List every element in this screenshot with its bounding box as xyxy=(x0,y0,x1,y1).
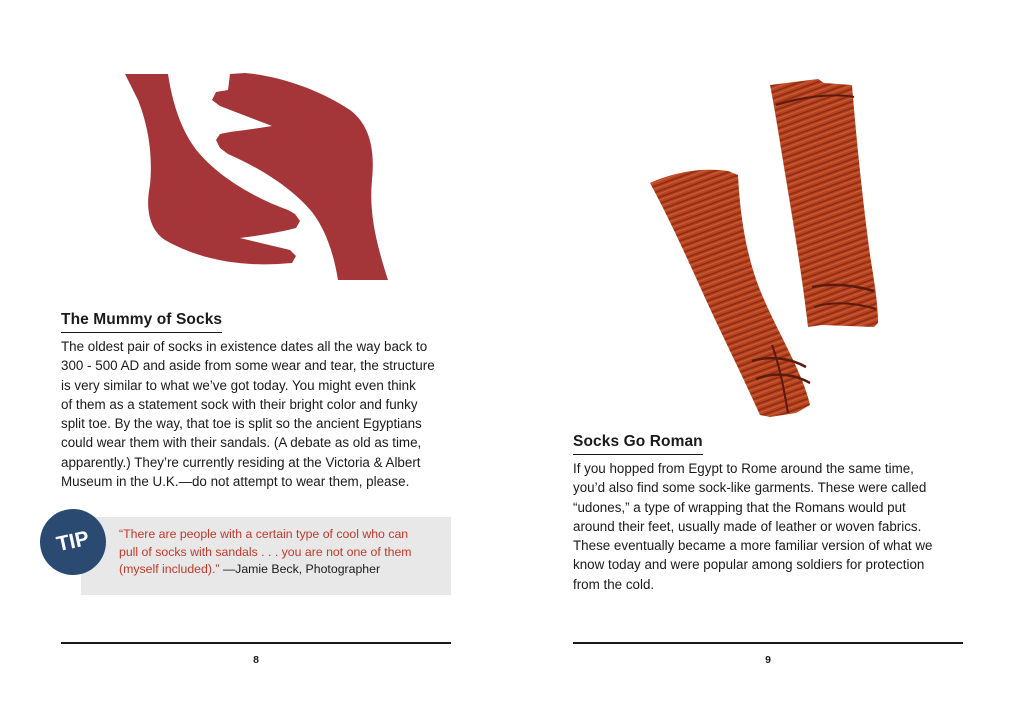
paragraph-line: If you hopped from Egypt to Rome around the same time, xyxy=(573,461,914,476)
paragraph-line: split toe. By the way, that toe is split so the ancient Egyptians xyxy=(61,416,422,432)
tip-attribution: —Jamie Beck, Photographer xyxy=(219,562,381,576)
tip-callout xyxy=(81,517,451,595)
paragraph-line: 300 - 500 AD and aside from some wear and tear, the structure xyxy=(61,358,435,374)
paragraph-line: apparently.) They’re currently residing at the Victoria & Albert xyxy=(61,454,421,470)
udone-front xyxy=(650,170,810,417)
paragraph-line: know today and were popular among soldiers for protection xyxy=(573,557,925,573)
paragraph-line: The oldest pair of socks in existence dates all the way back to xyxy=(61,339,428,354)
paragraph-line: could wear them with their sandals. (A debate as old as time, xyxy=(61,435,422,451)
paragraph-line: from the cold. xyxy=(573,576,655,592)
tip-badge: TIP xyxy=(34,503,112,581)
page-number-left: 8 xyxy=(253,654,259,666)
heading-socks-go-roman: Socks Go Roman xyxy=(573,433,703,455)
footer-rule-right xyxy=(573,642,963,644)
tip-quote-last-line xyxy=(119,561,445,579)
tip-quote-line: (myself included).” xyxy=(119,562,220,576)
paragraph-line: around their feet, usually made of leather or woven fabrics. xyxy=(573,518,922,534)
page-number-right: 9 xyxy=(765,654,771,666)
paragraph-line: These eventually became a more familiar version of what we xyxy=(573,538,933,554)
roman-udones-illustration xyxy=(642,75,892,420)
paragraph-line: you’d also find some sock-like garments. These were called xyxy=(573,480,927,496)
paragraph-line: of them as a statement sock with their bright color and funky xyxy=(61,396,418,412)
roman-paragraph xyxy=(573,459,973,594)
egyptian-split-toe-socks-illustration xyxy=(120,70,395,288)
footer-rule-left xyxy=(61,642,451,644)
heading-mummy-of-socks: The Mummy of Socks xyxy=(61,311,222,333)
right-page xyxy=(512,0,1024,713)
tip-quote xyxy=(119,526,445,579)
udone-back xyxy=(770,79,878,327)
mummy-paragraph xyxy=(61,337,461,491)
tip-quote-line: pull of socks with sandals . . . you are not one of them xyxy=(119,544,412,559)
paragraph-line: “udones,” a type of wrapping that the Romans would put xyxy=(573,499,906,515)
paragraph-line: Museum in the U.K.—do not attempt to wear them, please. xyxy=(61,474,410,490)
paragraph-line: is very similar to what we’ve got today. You might even think xyxy=(61,377,416,393)
tip-quote-line: “There are people with a certain type of cool who can xyxy=(119,527,409,541)
